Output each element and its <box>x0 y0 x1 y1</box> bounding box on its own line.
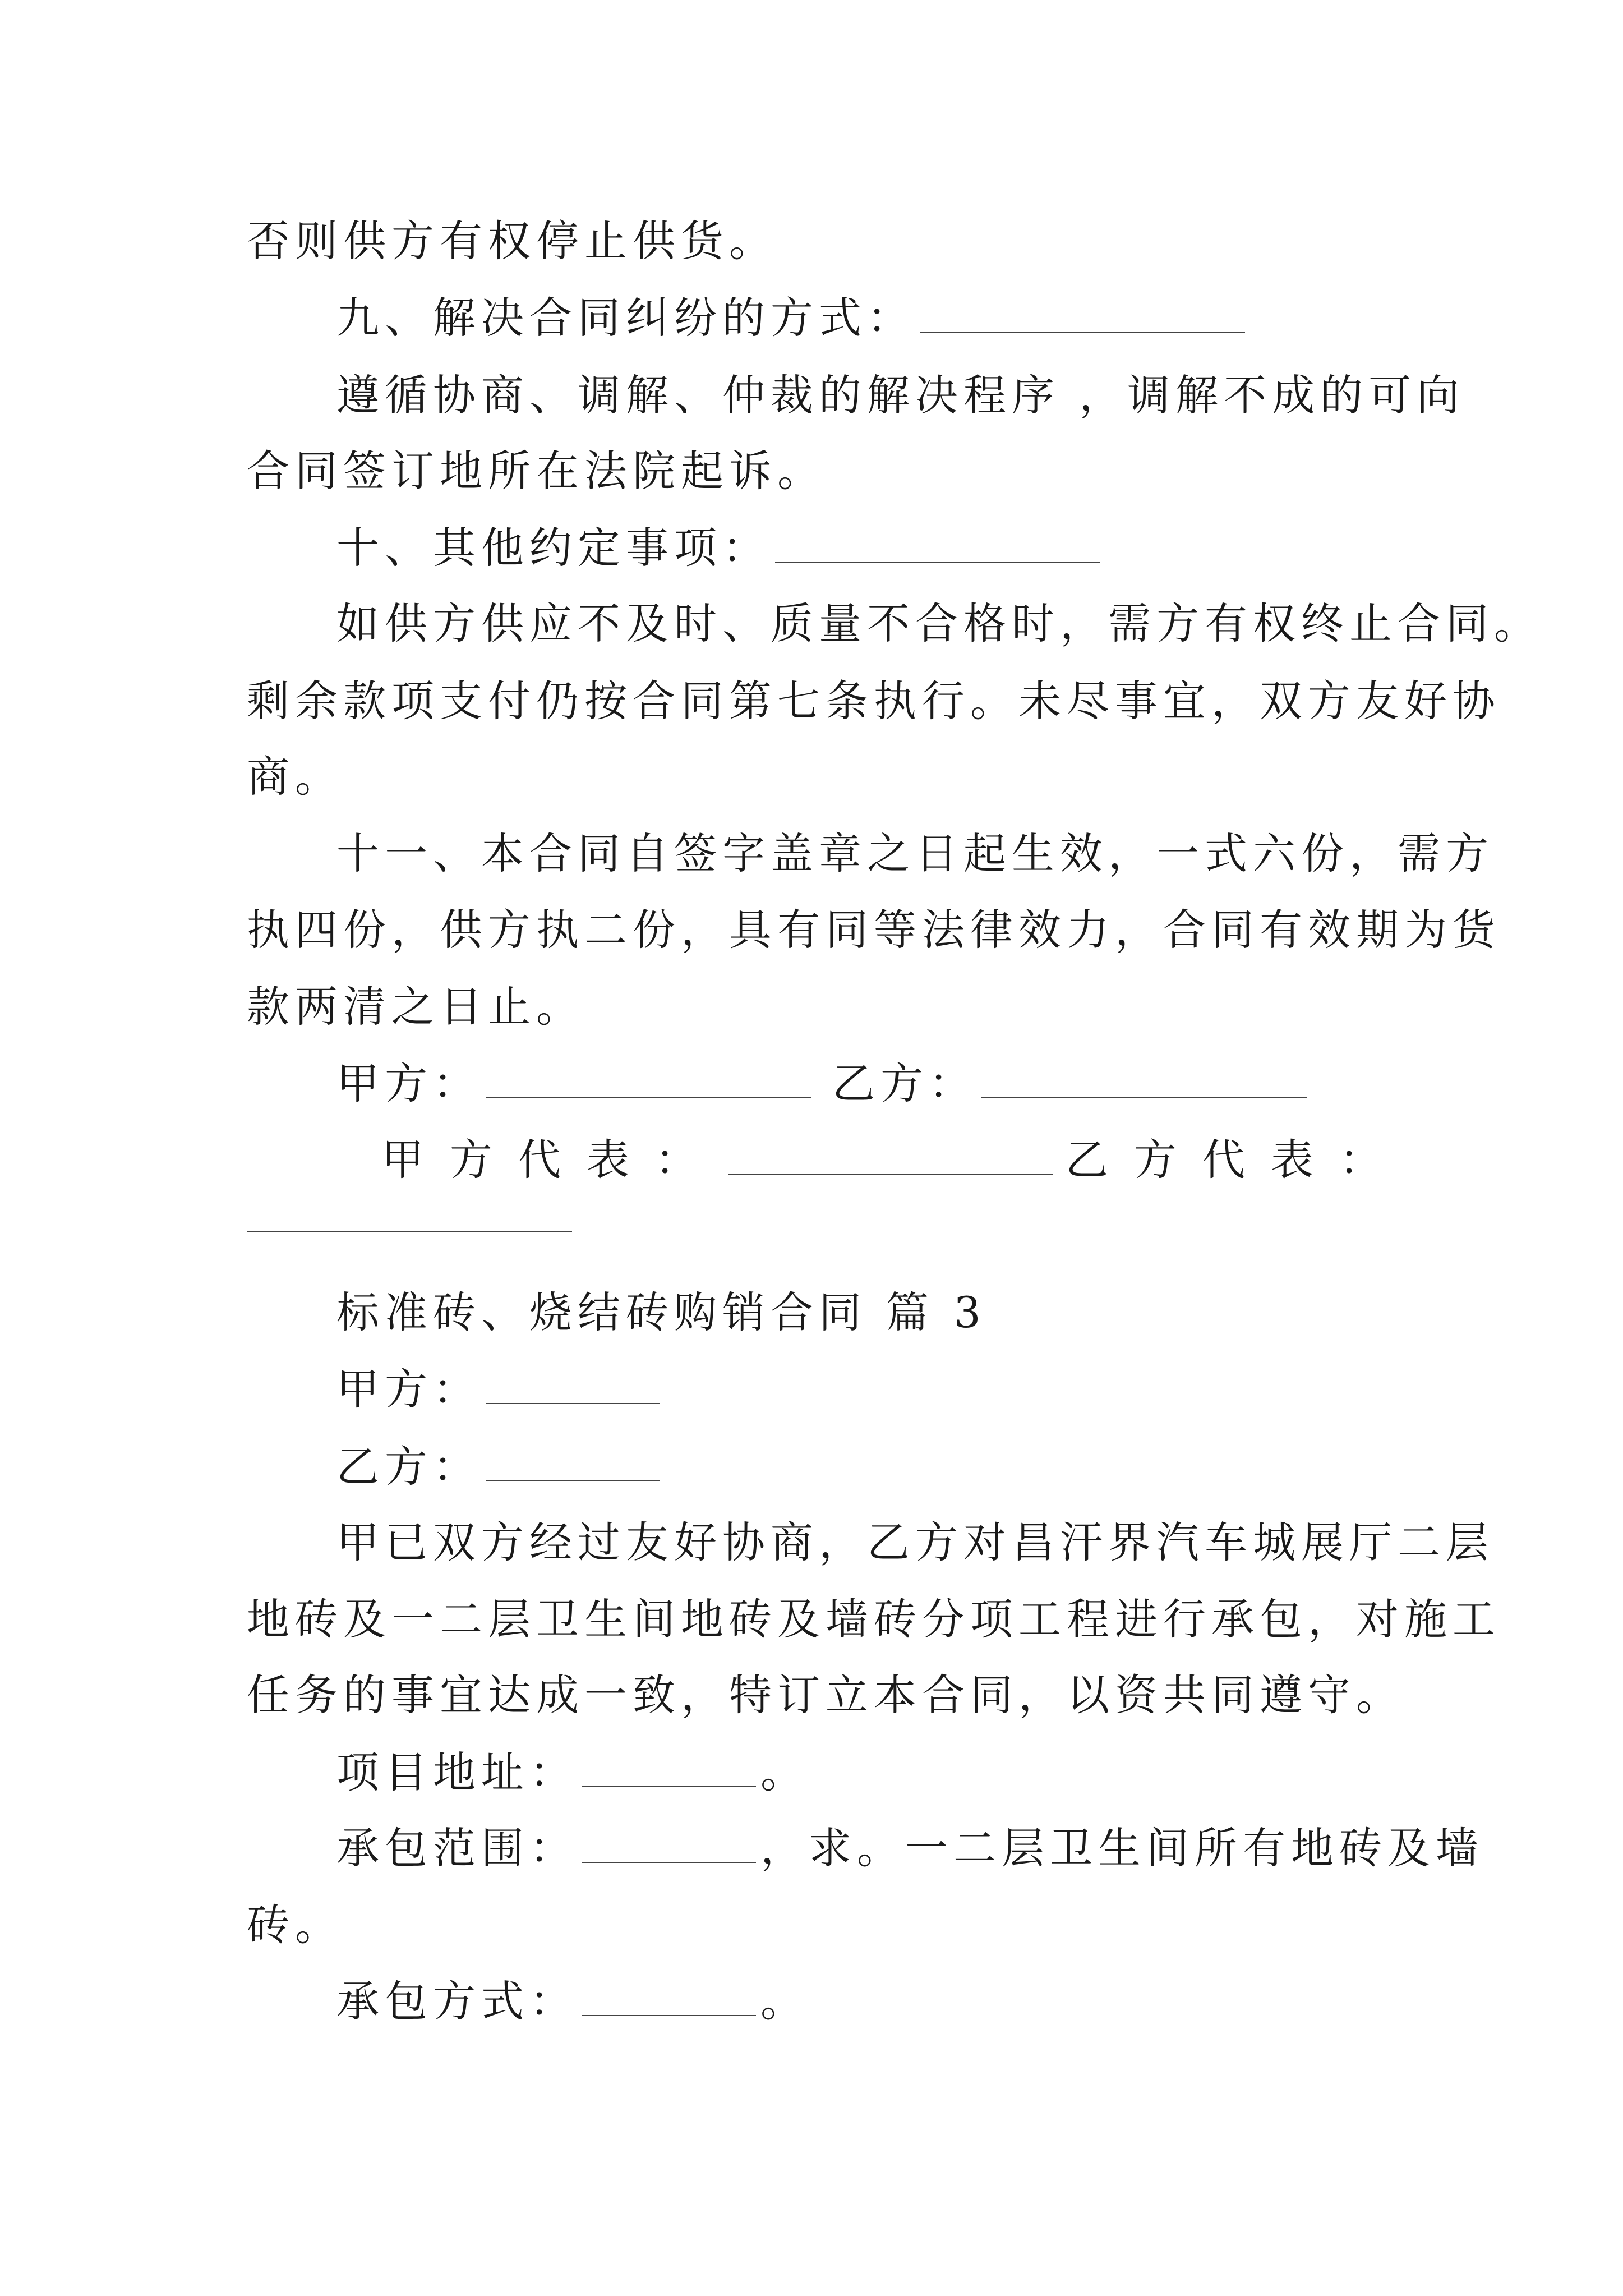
rep-a-blank[interactable] <box>728 1135 1053 1175</box>
text: 任务的事宜达成一致，特订立本合同，以资共同遵守。 <box>247 1670 1404 1720</box>
clause-label: 九、解决合同纠纷的方式： <box>336 293 915 343</box>
paragraph-line <box>336 367 1465 424</box>
text: 剩余款项支付仍按合同第七条执行。未尽事宜，双方友好协 <box>247 676 1501 726</box>
paragraph-line <box>247 1591 1501 1648</box>
party-b-label: 乙方： <box>832 1059 977 1108</box>
text: 地砖及一二层卫生间地砖及墙砖分项工程进行承包，对施工 <box>247 1594 1501 1644</box>
text: 遵循协商、调解、仲裁的解决程序 ，调解不成的可向 <box>336 370 1465 420</box>
scope-label: 承包范围： <box>336 1823 578 1873</box>
clause-label: 十、其他约定事项： <box>336 523 771 573</box>
project-address-row <box>336 1745 1475 1801</box>
paragraph-line <box>247 673 1501 729</box>
method-blank[interactable] <box>582 1977 756 2016</box>
s3-party-a-row <box>336 1361 1475 1418</box>
clause-9-heading <box>336 290 1475 346</box>
text: 如供方供应不及时、质量不合格时，需方有权终止合同。 <box>336 599 1542 648</box>
section-3-title: 标准砖、烧结砖购销合同 篇 3 <box>336 1287 986 1337</box>
party-a-label: 甲方： <box>336 1059 481 1108</box>
paragraph-line <box>247 902 1501 958</box>
rep-b-label: 乙方代表： <box>1066 1135 1408 1185</box>
s3-party-b-row <box>336 1439 1475 1495</box>
clause-10-heading <box>336 520 1475 576</box>
rep-a-label: 甲方代表： <box>381 1135 723 1185</box>
method-label: 承包方式： <box>336 1976 578 2026</box>
text: 合同签订地所在法院起诉。 <box>247 446 826 496</box>
party-a-blank[interactable] <box>486 1059 811 1098</box>
paragraph-line <box>336 596 1542 652</box>
paragraph-line <box>336 826 1494 882</box>
party-a-blank[interactable] <box>486 1365 660 1404</box>
blank-line[interactable] <box>920 293 1245 333</box>
text: 砖。 <box>247 1900 343 1950</box>
party-a-label: 甲方： <box>336 1364 481 1414</box>
paragraph-line <box>247 1667 1404 1723</box>
party-b-blank[interactable] <box>486 1442 660 1481</box>
method-row <box>336 1973 1475 2030</box>
text: 款两清之日止。 <box>247 982 584 1032</box>
scope-row <box>336 1820 1484 1876</box>
text: 执四份，供方执二份，具有同等法律效力，合同有效期为货 <box>247 905 1501 955</box>
paragraph-line <box>247 213 1385 269</box>
paragraph-line <box>336 1515 1494 1571</box>
project-address-label: 项目地址： <box>336 1747 578 1797</box>
party-b-blank[interactable] <box>981 1059 1307 1098</box>
paragraph-line <box>247 1897 1385 1953</box>
party-b-label: 乙方： <box>336 1442 481 1492</box>
period: 。 <box>760 1747 809 1797</box>
paragraph-line <box>247 979 1385 1035</box>
party-signature-row <box>336 1056 1475 1112</box>
scope-blank[interactable] <box>582 1824 756 1863</box>
period: 。 <box>760 1976 809 2026</box>
representative-b-row <box>1066 1132 1408 1188</box>
text: 否则供方有权停止供货。 <box>247 216 777 266</box>
rep-b-blank[interactable] <box>247 1231 572 1232</box>
text: 十一、本合同自签字盖章之日起生效，一式六份，需方 <box>336 829 1494 878</box>
text: 商。 <box>247 752 343 802</box>
scope-text: ，求。一二层卫生间所有地砖及墙 <box>760 1823 1484 1873</box>
paragraph-line <box>247 749 1385 805</box>
section-title <box>336 1285 1475 1341</box>
project-address-blank[interactable] <box>582 1748 756 1787</box>
blank-line[interactable] <box>775 523 1100 563</box>
paragraph-line <box>247 443 1385 499</box>
text: 甲已双方经过友好协商，乙方对昌汗界汽车城展厅二层 <box>336 1517 1494 1567</box>
